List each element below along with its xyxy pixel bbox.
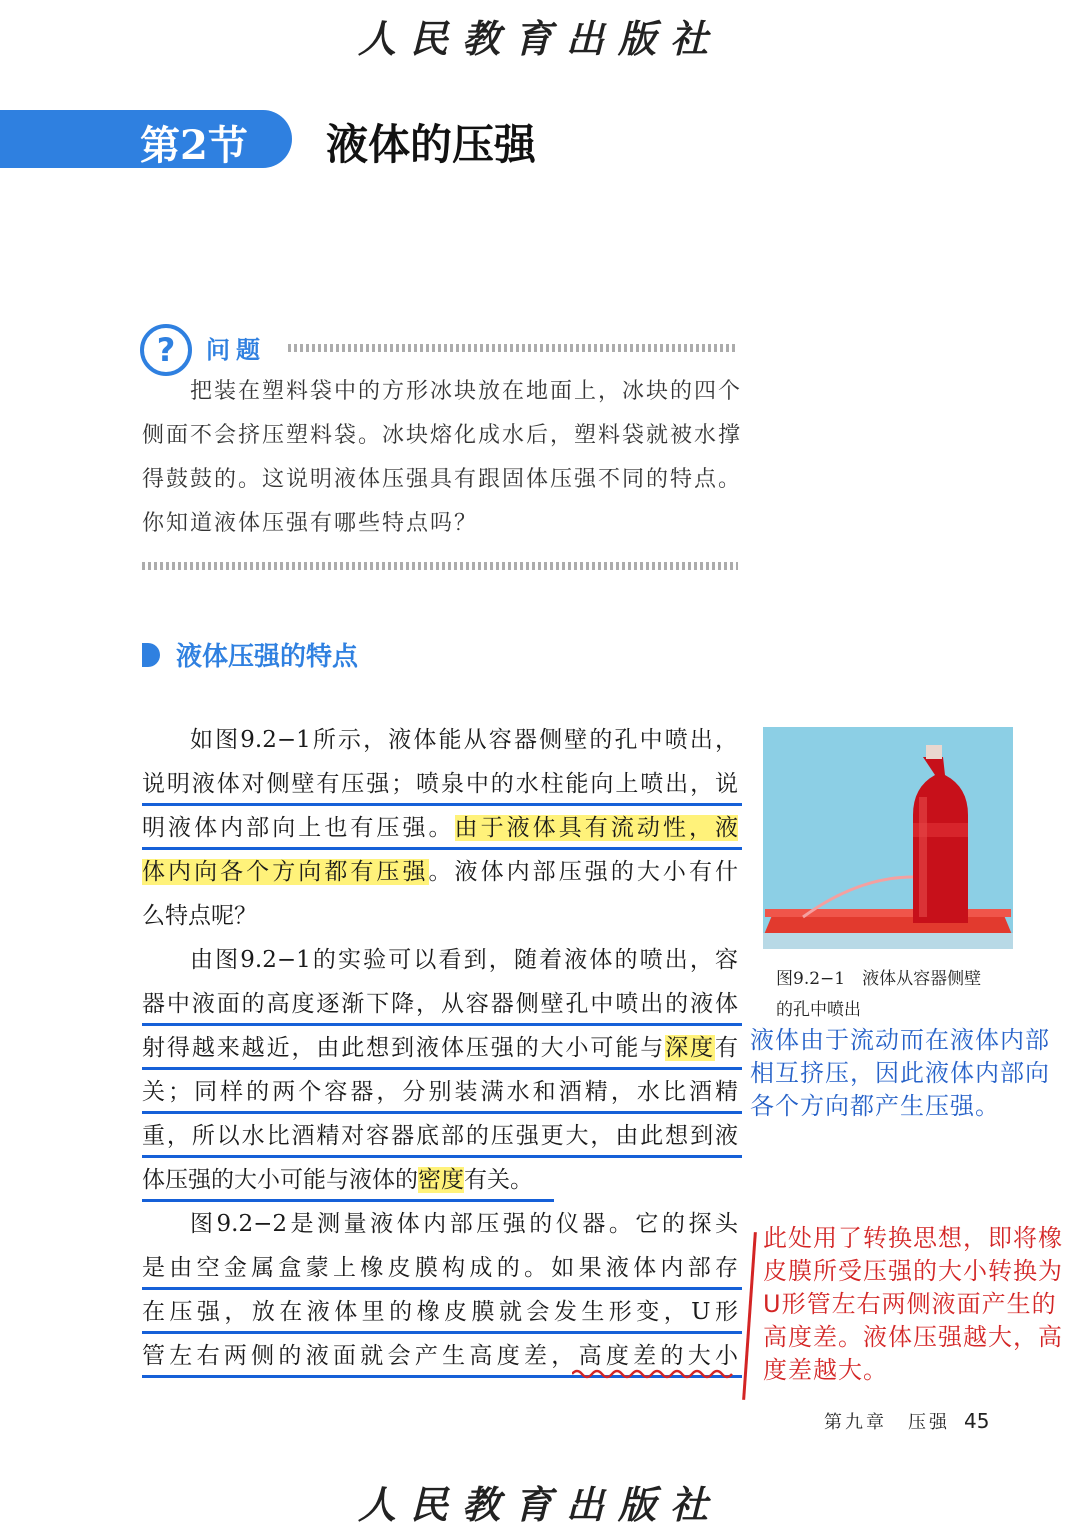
figure-caption [776,964,1006,1026]
body-line [142,850,738,894]
subsection-marker-icon [142,643,160,667]
chapter-label: 第九章 压强 [824,1412,950,1433]
body-line: 如图9.2−1所示，液体能从容器侧壁的孔中喷出， [190,727,738,753]
handwritten-note-red: 此处用了转换思想，即将橡皮膜所受压强的大小转换为U形管左右两侧液面产生的高度差。液体压强越大，高度差越大。 [763,1224,1063,1384]
figure-photo-bottle [763,727,1013,949]
highlighted-text: 体内向各个方向都有压强 [142,859,429,885]
publisher-watermark-bottom: 人民教育出版社 [357,1482,722,1527]
body-line-underlined: 说明液体对侧壁有压强；喷泉中的水柱能向上喷出，说 [142,762,738,806]
body-line-underlined [142,806,738,850]
question-bottom-divider [142,562,738,570]
body-line-underlined: 在压强，放在液体里的橡皮膜就会发生形变，U形 [142,1290,738,1334]
figure-caption-line: 图9.2−1 液体从容器侧壁 [776,969,982,989]
highlighted-text: 深度 [665,1035,716,1061]
bottle-illustration [763,727,1013,949]
body-line-underlined: 是由空金属盒蒙上橡皮膜构成的。如果液体内部存 [142,1246,738,1290]
body-text: 有关。 [464,1167,533,1193]
body-line: 图9.2−2是测量液体内部压强的仪器。它的探头 [190,1211,738,1237]
body-line-underlined: 器中液面的高度逐渐下降，从容器侧壁孔中喷出的液体 [142,982,738,1026]
section-number-label: 第2节 [140,122,248,169]
body-line-underlined [142,1158,550,1202]
figure-caption-line: 的孔中喷出 [776,1000,861,1020]
body-text: 明液体内部向上也有压强。 [142,815,455,841]
question-label: 问题 [206,336,266,364]
section-number-badge [0,110,292,168]
body-text: 有 [715,1035,739,1061]
body-text: 射得越来越近，由此想到液体压强的大小可能与 [142,1035,666,1061]
body-line-underlined: 关；同样的两个容器，分别装满水和酒精，水比酒精 [142,1070,738,1114]
body-line-underlined: 管左右两侧的液面就会产生高度差，高度差的大小 [142,1334,738,1378]
section-title: 液体的压强 [326,120,537,169]
page-number: 45 [964,1409,990,1433]
question-top-divider [288,344,738,352]
subsection-title: 液体压强的特点 [176,642,359,672]
highlighted-text: 由于液体具有流动性，液 [454,815,739,841]
publisher-watermark-top: 人民教育出版社 [357,16,722,61]
body-line-underlined [142,1026,738,1070]
question-paragraph: 把装在塑料袋中的方形冰块放在地面上，冰块的四个侧面不会挤压塑料袋。冰块熔化成水后，塑料袋就被水撑得鼓鼓的。这说明液体压强具有跟固体压强不同的特点。你知道液体压强有哪些特点吗？ [142,379,743,536]
body-text: 。液体内部压强的大小有什 [428,859,739,885]
body-line: 么特点呢？ [142,903,257,929]
highlighted-text: 密度 [418,1167,464,1193]
question-mark-icon: ? [140,324,192,376]
handwritten-note-blue: 液体由于流动而在液体内部相互挤压，因此液体内部向各个方向都产生压强。 [750,1026,1050,1120]
body-line: 由图9.2−1的实验可以看到，随着液体的喷出，容 [190,947,738,973]
red-wavy-underline [572,1368,738,1380]
body-line-underlined: 重，所以水比酒精对容器底部的压强更大，由此想到液 [142,1114,738,1158]
body-text: 体压强的大小可能与液体的 [142,1167,418,1193]
red-margin-line [742,1232,757,1400]
question-text [142,370,742,546]
page-footer [824,1408,989,1434]
